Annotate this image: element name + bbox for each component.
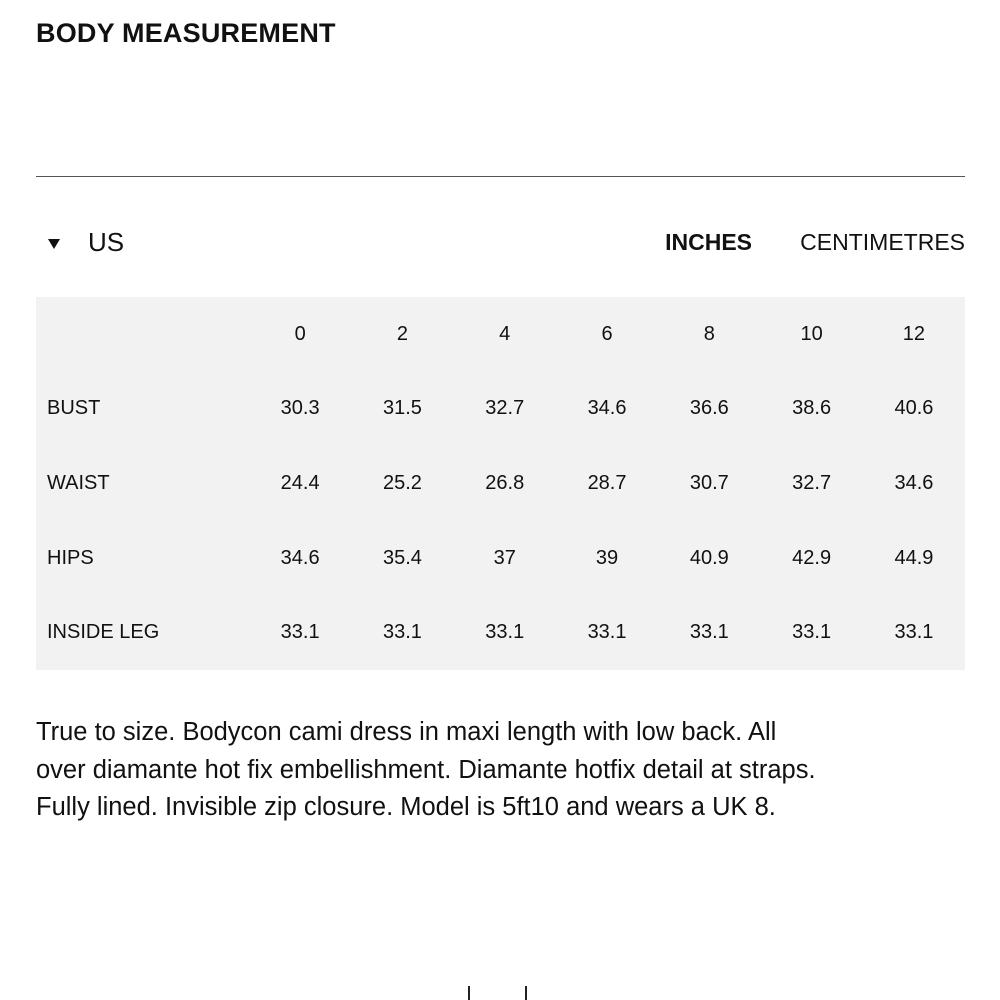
measurement-cell: 33.1 [792, 621, 832, 644]
partial-graphic-right [525, 986, 527, 1000]
measurement-cell: 33.1 [894, 621, 934, 644]
measurement-cell: 26.8 [485, 471, 525, 494]
measurement-cell: 32.7 [485, 397, 525, 420]
region-unit-bar [36, 222, 965, 262]
table-row [36, 372, 965, 447]
row-label: HIPS [47, 546, 94, 569]
measurement-cell: 33.1 [382, 621, 422, 644]
size-header-cell: 0 [294, 322, 306, 345]
size-header-cell: 10 [800, 322, 823, 345]
measurement-cell: 25.2 [382, 471, 422, 494]
measurement-cell: 34.6 [894, 471, 934, 494]
measurement-cell: 36.6 [689, 397, 729, 420]
measurement-cell: 38.6 [792, 397, 832, 420]
size-header-row [36, 297, 965, 372]
measurement-cell: 34.6 [587, 397, 627, 420]
measurement-cell: 30.7 [689, 471, 729, 494]
row-label: WAIST [47, 471, 110, 494]
measurement-cell: 33.1 [689, 621, 729, 644]
measurement-cell: 42.9 [792, 546, 832, 569]
size-header-cell: 2 [396, 322, 408, 345]
region-label: US [88, 226, 125, 257]
measurement-cell: 33.1 [587, 621, 627, 644]
region-selector[interactable] [36, 222, 124, 262]
row-label: BUST [47, 397, 101, 420]
unit-centimetres-button[interactable]: CENTIMETRES [800, 229, 965, 255]
table-row [36, 521, 965, 596]
size-header-cell: 8 [703, 322, 715, 345]
table-row [36, 595, 965, 670]
size-table [36, 297, 965, 670]
measurement-cell: 32.7 [792, 471, 832, 494]
measurement-cell: 44.9 [894, 546, 934, 569]
header-corner-cell [36, 297, 249, 372]
measurement-cell: 30.3 [280, 397, 320, 420]
size-header-cell: 12 [902, 322, 926, 345]
measurement-cell: 34.6 [280, 546, 320, 569]
size-header-cell: 4 [499, 322, 511, 345]
measurement-cell: 33.1 [485, 621, 525, 644]
measurement-cell: 39 [595, 546, 619, 569]
measurement-cell: 35.4 [382, 546, 422, 569]
row-label: INSIDE LEG [47, 621, 160, 644]
caret-down-icon [48, 239, 60, 249]
measurement-cell: 33.1 [280, 621, 320, 644]
measurement-cell: 28.7 [587, 471, 627, 494]
unit-inches-button[interactable]: INCHES [665, 229, 752, 255]
size-header-cell: 6 [601, 322, 613, 345]
measurement-cell: 40.9 [689, 546, 729, 569]
measurement-cell: 24.4 [280, 471, 320, 494]
measurement-cell: 40.6 [894, 397, 934, 420]
partial-graphic-left [468, 986, 470, 1000]
table-row [36, 446, 965, 521]
divider [36, 176, 965, 177]
measurement-cell: 31.5 [382, 397, 422, 420]
measurement-cell: 37 [493, 546, 516, 569]
product-description: True to size. Bodycon cami dress in maxi length with low back. All over diamante hot fix embellishment. Diamante hotfix detail at straps. Fully lined. Invisible zip closure. Model is 5ft10 and wears a UK 8. [36, 718, 816, 821]
page-title: BODY MEASUREMENT [36, 18, 336, 48]
